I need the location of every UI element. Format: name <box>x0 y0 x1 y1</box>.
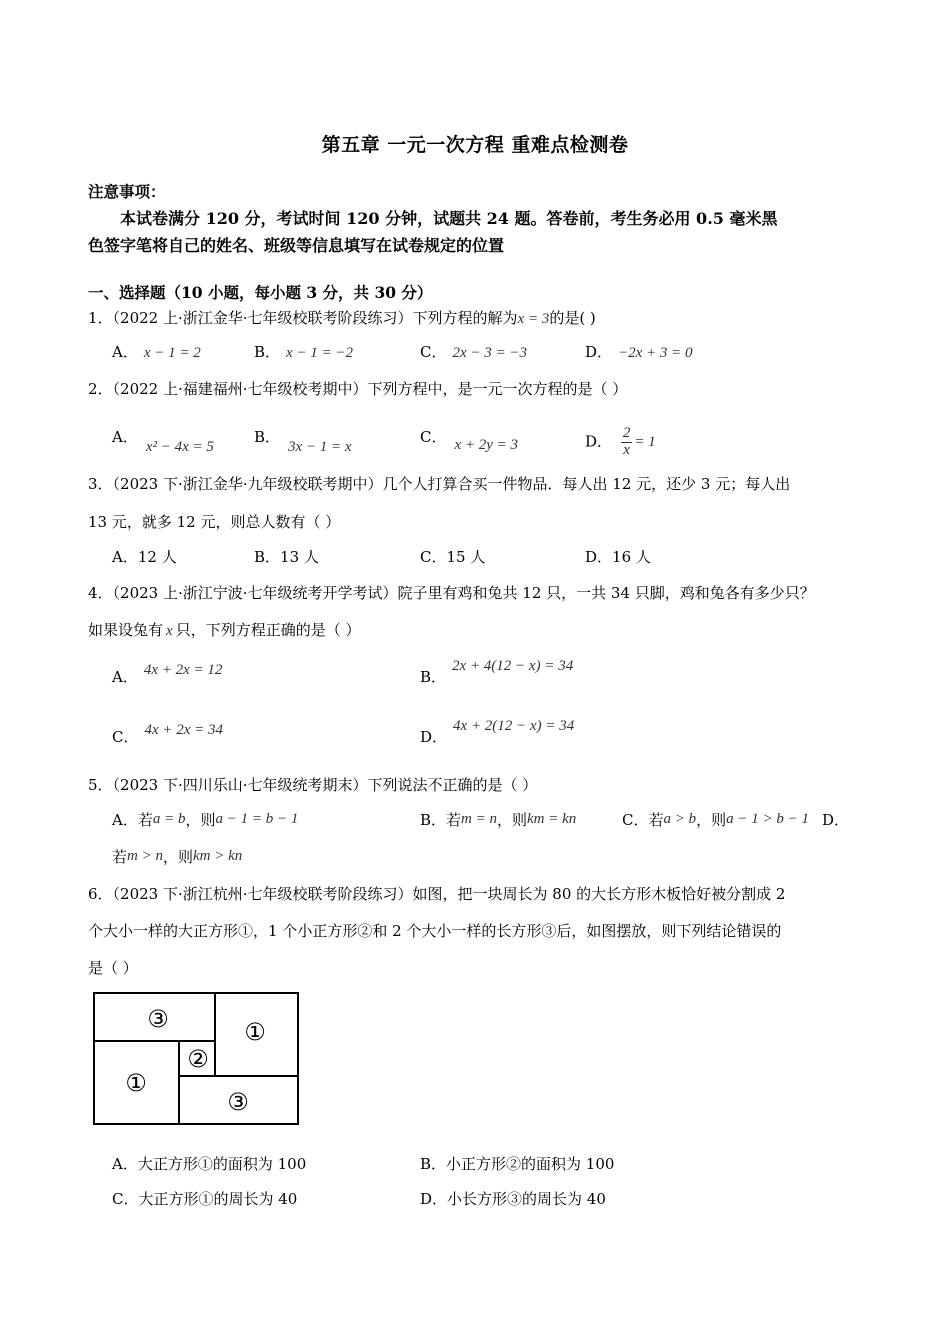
region-label-bottom-right: ③ <box>227 1088 249 1116</box>
q1-option-d[interactable] <box>585 341 693 362</box>
notice-line-1: 本试卷满分 120 分，考试时间 120 分钟，试题共 24 题。答卷前，考生务必用 0.5 毫米黑 <box>120 209 778 228</box>
option-text: ，则 <box>162 848 193 866</box>
option-label: C． <box>420 343 447 361</box>
option-math: a > b <box>663 811 697 827</box>
option-label: A． <box>112 668 138 686</box>
q3-option-b[interactable]: B．13 人 <box>254 548 319 566</box>
q4-option-d[interactable] <box>420 718 575 747</box>
question-6-line-2: 个大小一样的大正方形①，1 个小正方形②和 2 个大小一样的长方形③后，如图摆放，则下列结论错误的 <box>88 922 782 940</box>
q1-option-b[interactable] <box>254 341 353 362</box>
q6-option-c[interactable]: C．大正方形①的周长为 40 <box>112 1190 298 1208</box>
option-label: D． <box>420 728 448 746</box>
notice-line-2: 色签字笔将自己的姓名、班级等信息填写在试卷规定的位置 <box>88 236 505 255</box>
question-4-line-1: 4．（2023 上·浙江宁波·七年级统考开学考试）院子里有鸡和兔共 12 只，一共 34 只脚，鸡和兔各有多少只？ <box>88 584 815 602</box>
option-math: 4x + 2(12 − x) = 34 <box>453 718 575 734</box>
q2-option-d[interactable] <box>585 426 656 459</box>
page-title: 第五章 一元一次方程 重难点检测卷 <box>321 134 629 156</box>
option-label: C．若 <box>622 811 664 829</box>
option-label: B． <box>254 343 281 361</box>
fraction <box>621 426 633 459</box>
option-math: −2x + 3 = 0 <box>618 345 693 361</box>
option-math: km = kn <box>527 811 577 827</box>
q4-option-b[interactable] <box>420 658 574 687</box>
option-label: C． <box>112 728 139 746</box>
option-math: x − 1 = 2 <box>143 345 201 361</box>
option-math: a − 1 > b − 1 <box>726 811 809 827</box>
q5-option-d[interactable] <box>112 846 242 867</box>
q5-option-c[interactable] <box>622 809 809 830</box>
option-math: a − 1 = b − 1 <box>215 811 299 827</box>
q4-option-a[interactable] <box>112 662 223 687</box>
q3-option-c[interactable]: C．15 人 <box>420 548 486 566</box>
question-1-stem <box>88 307 596 328</box>
option-math: km > kn <box>193 848 243 864</box>
fraction-denominator: x <box>623 441 630 458</box>
q3-option-a[interactable]: A．12 人 <box>112 548 177 566</box>
region-label-top-left: ③ <box>147 1005 169 1033</box>
fraction-numerator: 2 <box>622 425 631 441</box>
region-label-left: ① <box>125 1069 147 1097</box>
question-6-line-1: 6．（2023 下·浙江杭州·七年级校联考阶段练习）如图，把一块周长为 80 的大长方形木板恰好被分割成 2 <box>88 885 786 903</box>
q2-option-a[interactable] <box>112 426 214 455</box>
option-math: 3x − 1 = x <box>288 439 352 455</box>
q4-line2-text: 如果设兔有 <box>88 621 164 639</box>
option-label: B． <box>420 668 447 686</box>
q5-option-d-label[interactable]: D． <box>822 811 850 829</box>
notice-body <box>88 205 878 259</box>
region-label-middle: ② <box>187 1045 209 1073</box>
q2-option-c[interactable] <box>420 426 519 453</box>
option-math: 2x − 3 = −3 <box>452 345 528 361</box>
option-math: 4x + 2x = 12 <box>143 662 223 678</box>
question-6-line-3: 是（ ） <box>88 959 138 977</box>
option-math: a = b <box>152 811 186 827</box>
q5-option-a[interactable] <box>112 809 298 830</box>
region-label-top-right: ① <box>244 1018 266 1046</box>
q6-option-a[interactable]: A．大正方形①的面积为 100 <box>112 1155 307 1173</box>
option-label: D． <box>585 432 613 451</box>
option-math: = 1 <box>634 434 656 451</box>
option-label: A．若 <box>112 811 153 829</box>
option-label: C． <box>420 428 447 446</box>
option-label: A． <box>112 343 138 361</box>
section-heading: 一、选择题（10 小题，每小题 3 分，共 30 分） <box>88 283 433 302</box>
option-math: m = n <box>461 811 497 827</box>
question-3-line-2: 13 元，就多 12 元，则总人数有（ ） <box>88 513 341 531</box>
option-label: B．若 <box>420 811 462 829</box>
q6-option-b[interactable]: B．小正方形②的面积为 100 <box>420 1155 615 1173</box>
q1-stem-tail: 的是( ) <box>549 309 596 327</box>
q6-option-d[interactable]: D．小长方形③的周长为 40 <box>420 1190 606 1208</box>
option-math: 4x + 2x = 34 <box>144 722 224 738</box>
q4-option-c[interactable] <box>112 722 224 747</box>
question-2-stem: 2．（2022 上·福建福州·七年级校考期中）下列方程中，是一元一次方程的是（ ） <box>88 380 628 398</box>
option-text: ，则 <box>185 811 216 829</box>
question-3-line-1: 3．（2023 下·浙江金华·九年级校联考期中）几个人打算合买一件物品．每人出 12 元，还少 3 元；每人出 <box>88 475 791 493</box>
q1-stem-text: 1．（2022 上·浙江金华·七年级校联考阶段练习）下列方程的解为 <box>88 309 518 327</box>
rectangle-partition-figure <box>92 990 302 1128</box>
option-text: ，则 <box>696 811 727 829</box>
variable-x: x <box>166 623 173 639</box>
option-math: x − 1 = −2 <box>286 345 354 361</box>
notice-heading: 注意事项： <box>88 182 166 201</box>
q1-option-a[interactable] <box>112 341 201 362</box>
option-text: ，则 <box>497 811 528 829</box>
option-label: A． <box>112 428 138 446</box>
q4-line2-tail: 只，下列方程正确的是（ ） <box>175 621 361 639</box>
question-5-stem: 5．（2023 下·四川乐山·七年级统考期末）下列说法不正确的是（ ） <box>88 776 538 794</box>
q2-option-b[interactable] <box>254 426 352 455</box>
question-4-line-2 <box>88 619 360 640</box>
option-label: B． <box>254 428 281 446</box>
option-math: x + 2y = 3 <box>454 437 519 453</box>
option-math: x² − 4x = 5 <box>145 439 214 455</box>
option-text: 若 <box>112 848 128 866</box>
q1-option-c[interactable] <box>420 341 527 362</box>
option-math: 2x + 4(12 − x) = 34 <box>452 658 574 674</box>
option-label: D． <box>585 343 613 361</box>
q3-option-d[interactable]: D．16 人 <box>585 548 651 566</box>
q5-option-b[interactable] <box>420 809 576 830</box>
option-math: m > n <box>127 848 163 864</box>
q1-stem-math: x = 3 <box>517 311 550 327</box>
